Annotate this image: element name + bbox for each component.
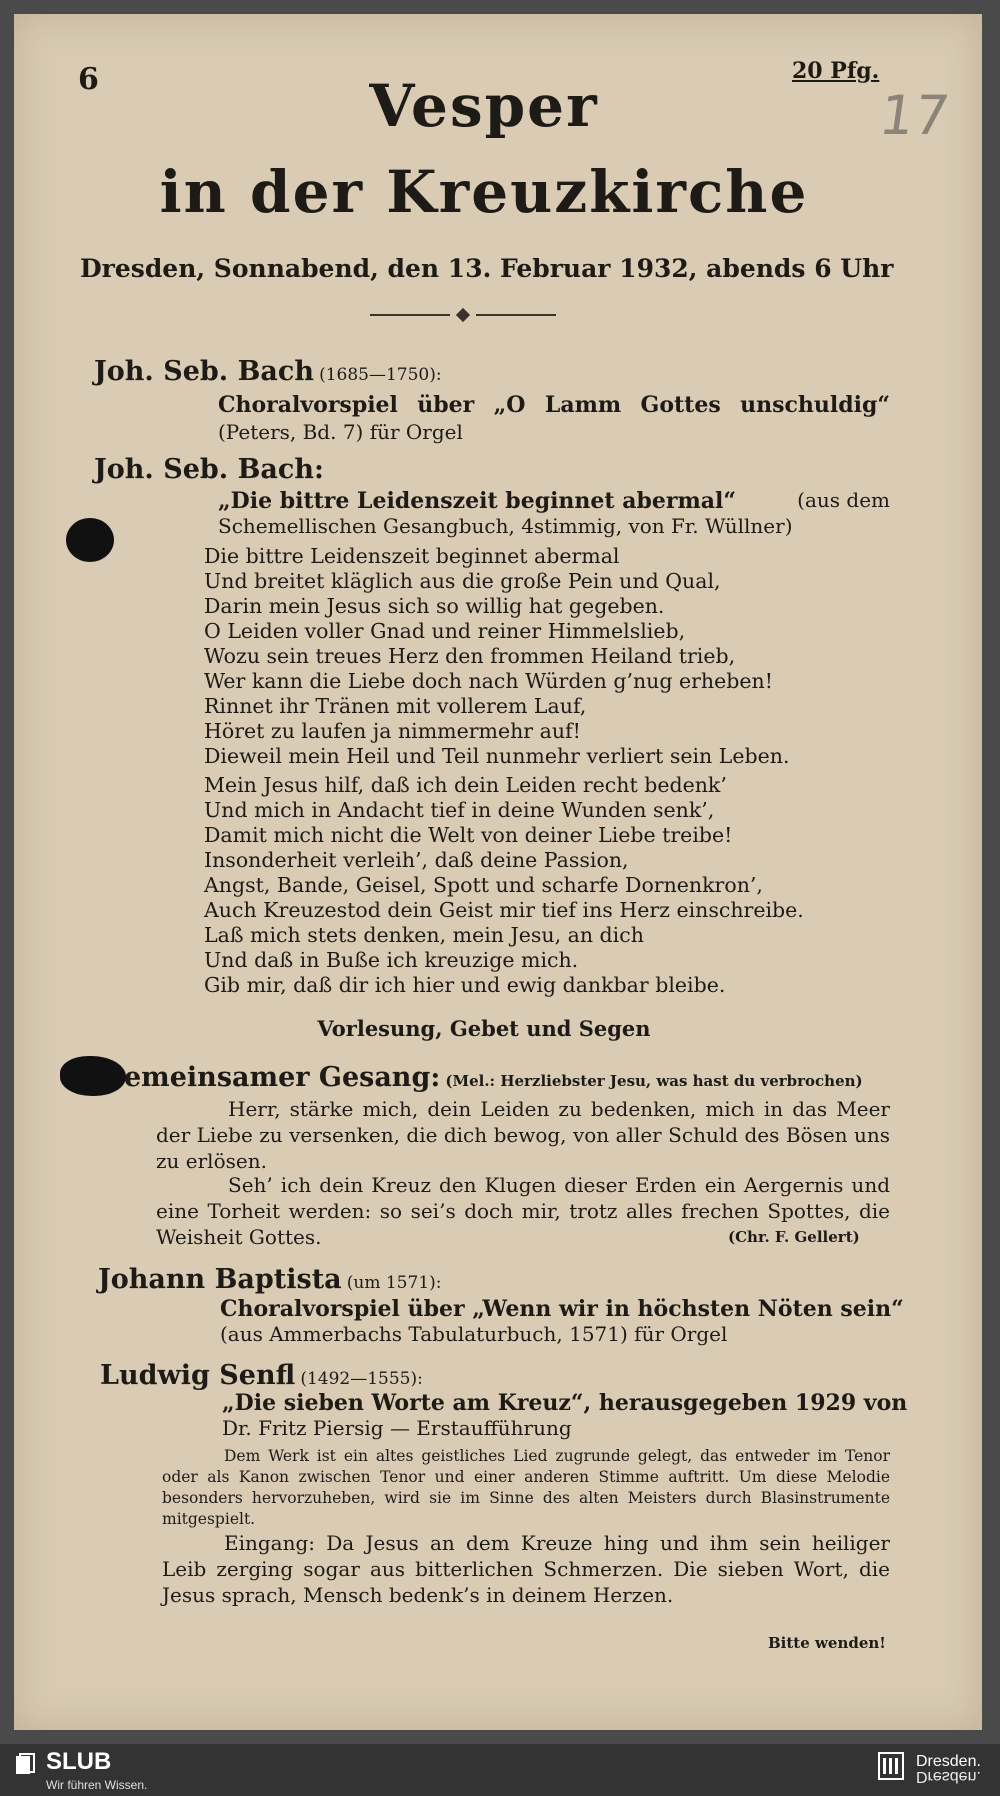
pencil-annotation: 17 [875, 84, 954, 147]
verse-line: Insonderheit verleih’, daß deine Passion, [204, 848, 629, 872]
item5-composer: Ludwig Senfl [100, 1360, 296, 1391]
title-line-1: Vesper [369, 72, 599, 140]
verse-line: Wer kann die Liebe doch nach Würden g’nug erheben! [204, 669, 773, 693]
viewer-footer [0, 1744, 1000, 1796]
price-label: 20 Pfg. [792, 58, 880, 84]
item4-note: (aus Ammerbachs Tabulaturbuch, 1571) für Orgel [220, 1322, 728, 1346]
page-number: 6 [78, 62, 99, 97]
item3-author: (Chr. F. Gellert) [722, 1228, 860, 1246]
verse-line: Wozu sein treues Herz den frommen Heiland trieb, [204, 644, 736, 668]
item2-work-note: (aus dem [797, 488, 890, 512]
verse-line: Mein Jesus hilf, daß ich dein Leiden recht bedenk’ [204, 773, 727, 797]
library-tagline: Wir führen Wissen. [46, 1778, 148, 1792]
subtitle: Dresden, Sonnabend, den 13. Februar 1932, abends 6 Uhr [80, 254, 894, 283]
library-name[interactable]: SLUB [46, 1748, 112, 1775]
item1-note: (Peters, Bd. 7) für Orgel [218, 420, 463, 444]
verse-line: Laß mich stets denken, mein Jesu, an dich [204, 923, 644, 947]
item2-work-line [218, 488, 890, 514]
verse-line: Höret zu laufen ja nimmermehr auf! [204, 719, 581, 743]
item3-para2: Seh’ ich dein Kreuz den Klugen dieser Erden ein Aergernis und eine Torheit werden: so sei’s doch mir, trotz alles frechen Spottes, die Weisheit Gottes. [156, 1173, 890, 1249]
verse-line: Und daß in Buße ich kreuzige mich. [204, 948, 579, 972]
verse-line: O Leiden voller Gnad und reiner Himmelslieb, [204, 619, 686, 643]
verse-line: Auch Kreuzestod dein Geist mir tief ins Herz einschreibe. [204, 898, 804, 922]
item5-description: Dem Werk ist ein altes geistliches Lied zugrunde gelegt, das entweder im Tenor oder als Kanon zwischen Tenor und einer anderen Stimme auftritt. Um diese Melodie besonders hervorzuheben, wird sie im Sinne des alten Meisters durch Blasinstrumente mitgespielt. [162, 1447, 890, 1528]
item3-heading-line [124, 1062, 863, 1093]
verse-line: Darin mein Jesus sich so willig hat gegeben. [204, 594, 665, 618]
verse-line: Und mich in Andacht tief in deine Wunden senk’, [204, 798, 715, 822]
title-line-2: in der Kreuzkirche [159, 158, 809, 226]
verse-line: Rinnet ihr Tränen mit vollerem Lauf, [204, 694, 587, 718]
item5-work-line2: Dr. Fritz Piersig — Erstaufführung [222, 1416, 572, 1440]
verse-line: Gib mir, daß dir ich hier und ewig dankbar bleibe. [204, 973, 726, 997]
verse-line: Angst, Bande, Geisel, Spott und scharfe Dornenkron’, [204, 873, 763, 897]
ink-blot-2 [60, 1056, 126, 1096]
item3-heading: emeinsamer Gesang: [124, 1062, 441, 1093]
item5-dates: (1492—1555): [300, 1369, 423, 1389]
verse-line: Dieweil mein Heil und Teil nunmehr verliert sein Leben. [204, 744, 790, 768]
item1-work: Choralvorspiel über „O Lamm Gottes unschuldig“ [218, 392, 890, 418]
item2-work-line2: Schemellischen Gesangbuch, 4stimmig, von Fr. Wüllner) [218, 514, 793, 538]
verse-line: Und breitet kläglich aus die große Pein und Qual, [204, 569, 721, 593]
dresden-crest-icon [878, 1752, 904, 1780]
item1-composer: Joh. Seb. Bach [94, 356, 314, 387]
item4-work: Choralvorspiel über „Wenn wir in höchsten Nöten sein“ [220, 1296, 904, 1322]
item4-composer: Johann Baptista [98, 1264, 342, 1295]
item3-para1: Herr, stärke mich, dein Leiden zu bedenken, mich in das Meer der Liebe zu versenken, die dich bewog, von aller Schuld des Bösen uns zu erlösen. [156, 1097, 890, 1173]
item2-work-title: „Die bittre Leidenszeit beginnet abermal“ [218, 488, 737, 514]
verse-line: Damit mich nicht die Welt von deiner Liebe treibe! [204, 823, 733, 847]
slub-logo-icon [14, 1752, 40, 1778]
ornament-divider [370, 308, 560, 322]
verse-line: Die bittre Leidenszeit beginnet abermal [204, 544, 620, 568]
reading-heading: Vorlesung, Gebet und Segen [317, 1016, 651, 1041]
item3-melody: (Mel.: Herzliebster Jesu, was hast du verbrochen) [445, 1072, 863, 1090]
city-wordmark[interactable] [916, 1754, 981, 1784]
verse-block [204, 544, 804, 998]
item4-composer-line [98, 1264, 442, 1295]
city-line-1: Dresden. [916, 1753, 981, 1770]
city-line-2: Dresden. [916, 1768, 981, 1785]
item5-entrance: Eingang: Da Jesus an dem Kreuze hing und ihm sein heiliger Leib zerging sogar aus bitterlichen Schmerzen. Die sieben Wort, die Jesus sprach, Mensch bedenk’s in deinem Herzen. [162, 1531, 890, 1607]
ink-blot [66, 518, 114, 562]
item1-composer-line [94, 356, 442, 387]
item5-work-line1: „Die sieben Worte am Kreuz“, herausgegeben 1929 von [222, 1390, 908, 1416]
item1-dates: (1685—1750): [319, 365, 442, 385]
please-turn: Bitte wenden! [768, 1634, 886, 1652]
item2-composer: Joh. Seb. Bach: [94, 454, 324, 485]
item5-composer-line [100, 1360, 423, 1391]
item4-dates: (um 1571): [346, 1273, 442, 1293]
